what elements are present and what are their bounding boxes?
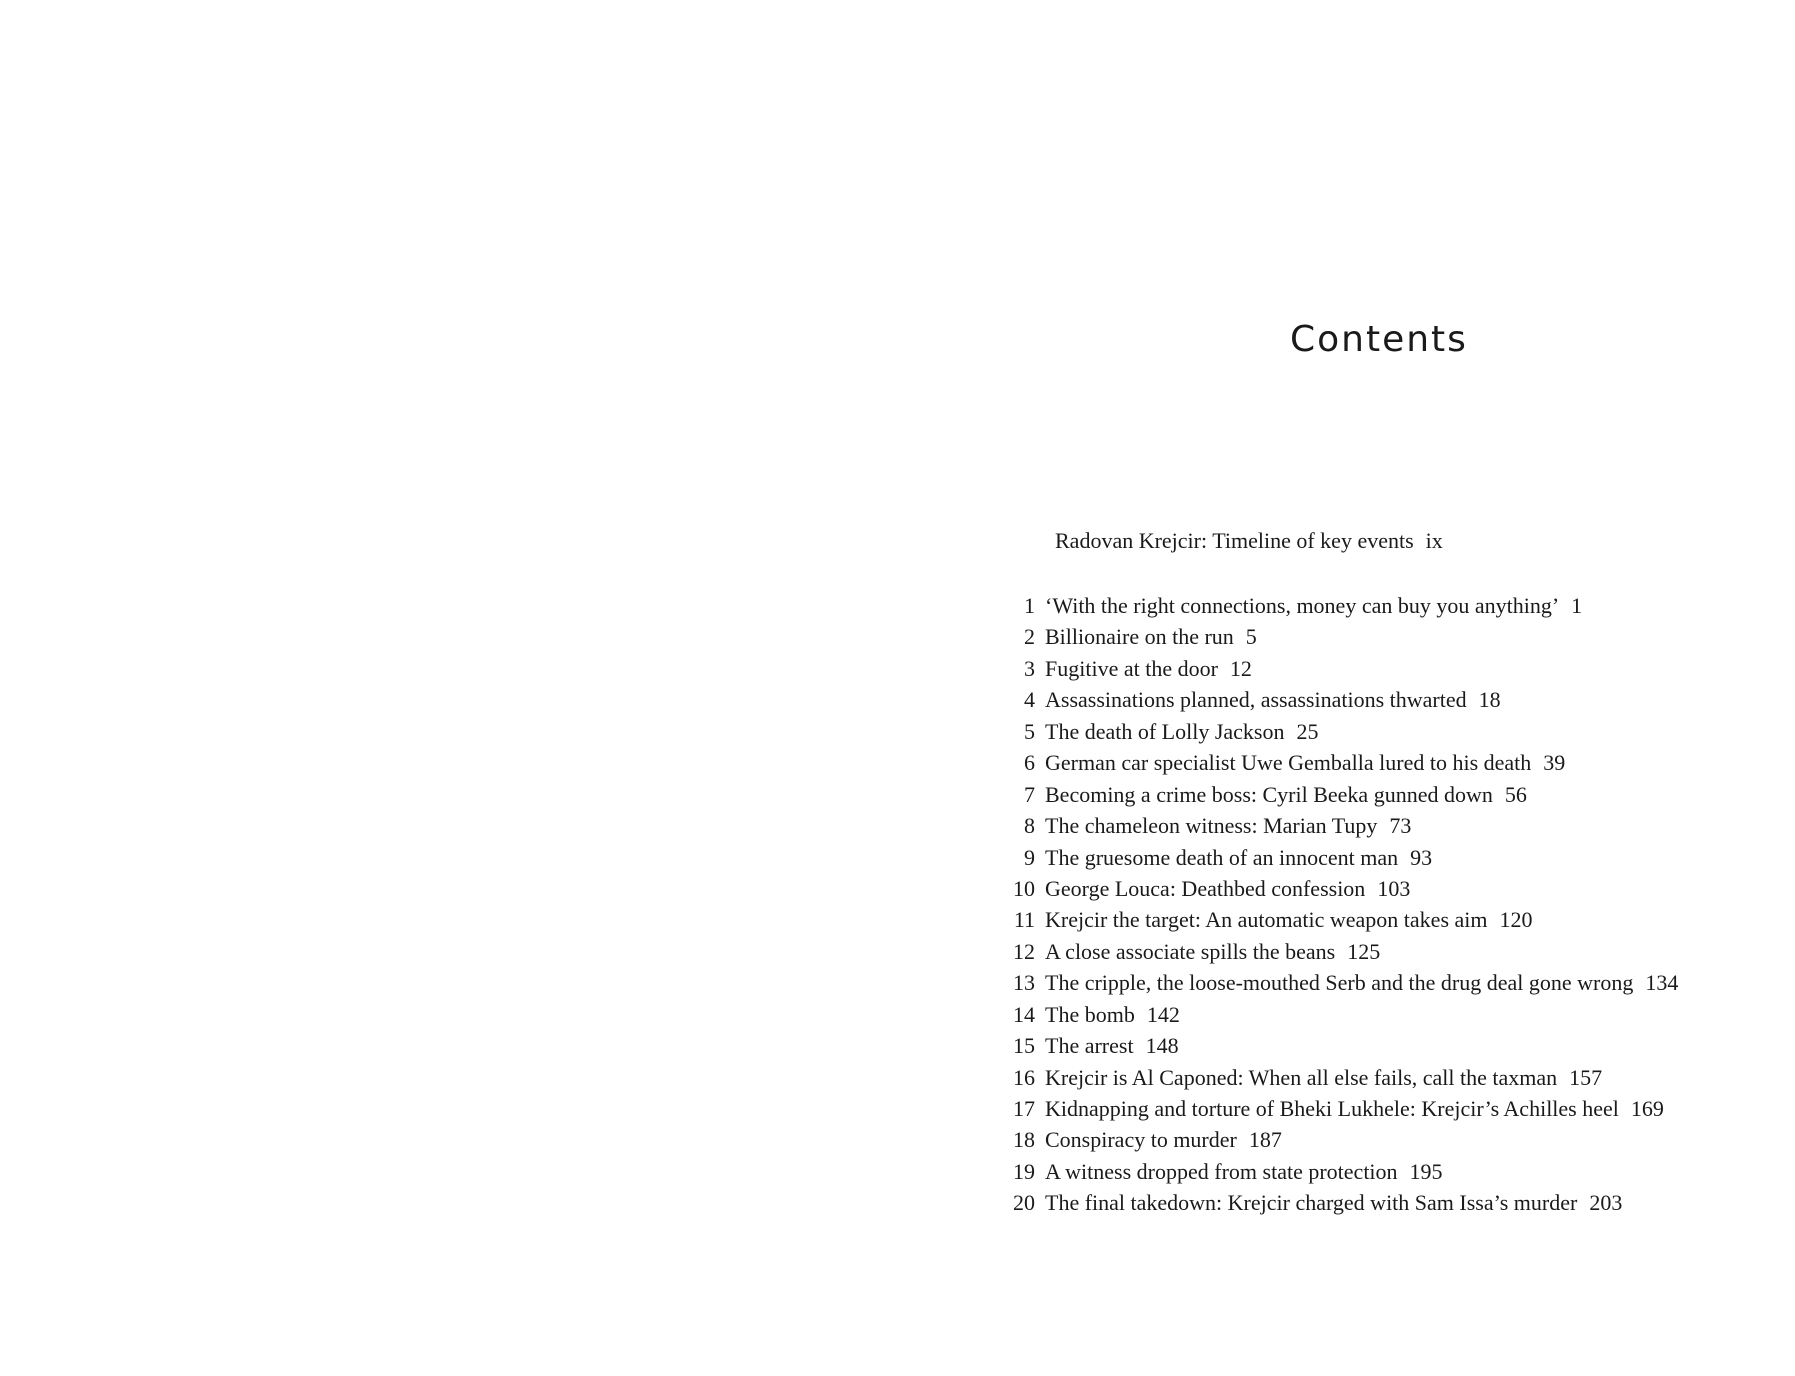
chapter-title: The cripple, the loose-mouthed Serb and the drug deal gone wrong [1045,970,1634,996]
chapter-number: 14 [1013,1001,1035,1027]
chapter-number: 18 [1013,1127,1035,1153]
chapter-entry-2[interactable] [1010,624,1678,655]
chapter-page: 195 [1409,1158,1443,1184]
chapter-number: 16 [1013,1064,1035,1090]
chapter-number: 1 [1024,593,1035,618]
chapter-page: 148 [1145,1033,1179,1059]
chapter-title: A close associate spills the beans [1045,938,1336,964]
chapter-number: 5 [1024,718,1035,744]
chapter-entry-14[interactable] [1010,1002,1678,1033]
chapter-page: 125 [1347,938,1381,964]
chapter-entry-11[interactable] [1010,907,1678,938]
chapter-entry-7[interactable] [1010,782,1678,813]
chapter-number: 6 [1024,750,1035,776]
chapter-number: 2 [1024,624,1035,650]
chapter-entry-19[interactable] [1010,1159,1678,1190]
chapter-number: 19 [1013,1158,1035,1184]
page-title: Contents [1290,319,1468,360]
chapter-page: 56 [1504,781,1527,807]
chapter-title: The chameleon witness: Marian Tupy [1045,813,1378,839]
chapter-number: 11 [1013,907,1035,933]
chapter-title: Krejcir is Al Caponed: When all else fails, call the taxman [1045,1064,1558,1090]
chapter-list [1010,593,1678,1222]
chapter-entry-4[interactable] [1010,687,1678,718]
chapter-page: 1 [1571,593,1583,618]
chapter-title: German car specialist Uwe Gemballa lured to his death [1045,750,1532,776]
chapter-title: The death of Lolly Jackson [1045,718,1285,744]
chapter-page: 18 [1478,687,1501,713]
chapter-number: 10 [1013,875,1035,901]
chapter-title: Fugitive at the door [1045,655,1218,681]
chapter-entry-3[interactable] [1010,656,1678,687]
chapter-entry-16[interactable] [1010,1065,1678,1096]
intro-entry-page: ix [1425,528,1443,553]
chapter-title: A witness dropped from state protection [1045,1158,1398,1184]
chapter-page: 39 [1543,750,1566,776]
chapter-entry-15[interactable] [1010,1033,1678,1064]
chapter-entry-10[interactable] [1010,876,1678,907]
chapter-number: 9 [1024,844,1035,870]
chapter-title: Becoming a crime boss: Cyril Beeka gunned down [1045,781,1493,807]
chapter-page: 142 [1146,1001,1180,1027]
chapter-title: The gruesome death of an innocent man [1045,844,1399,870]
chapter-title: Kidnapping and torture of Bheki Lukhele: Krejcir’s Achilles heel [1045,1096,1619,1121]
chapter-title: The final takedown: Krejcir charged with Sam Issa’s murder [1045,1190,1578,1216]
chapter-page: 73 [1389,813,1412,839]
chapter-entry-12[interactable] [1010,939,1678,970]
chapter-page: 134 [1645,970,1679,996]
chapter-entry-9[interactable] [1010,845,1678,876]
chapter-title: Conspiracy to murder [1045,1127,1237,1153]
chapter-number: 8 [1024,813,1035,839]
chapter-entry-17[interactable] [1010,1096,1678,1127]
chapter-entry-5[interactable] [1010,719,1678,750]
intro-entry[interactable] [1055,530,1443,552]
chapter-number: 4 [1024,687,1035,713]
chapter-page: 169 [1630,1096,1664,1121]
chapter-title: George Louca: Deathbed confession [1045,875,1366,901]
chapter-page: 5 [1245,624,1257,650]
chapter-page: 25 [1296,718,1319,744]
chapter-number: 20 [1013,1190,1035,1216]
chapter-title: ‘With the right connections, money can buy you anything’ [1045,593,1560,618]
intro-entry-title: Radovan Krejcir: Timeline of key events [1055,528,1414,553]
chapter-title: Assassinations planned, assassinations thwarted [1045,687,1467,713]
chapter-number: 3 [1024,655,1035,681]
chapter-number: 15 [1013,1033,1035,1059]
chapter-entry-18[interactable] [1010,1127,1678,1158]
chapter-number: 17 [1013,1096,1035,1121]
chapter-page: 120 [1499,907,1533,933]
chapter-entry-13[interactable] [1010,970,1678,1001]
chapter-page: 187 [1248,1127,1282,1153]
chapter-title: The arrest [1045,1033,1134,1059]
chapter-entry-6[interactable] [1010,750,1678,781]
chapter-title: Billionaire on the run [1045,624,1234,650]
chapter-page: 93 [1410,844,1433,870]
chapter-entry-1[interactable] [1010,593,1678,624]
left-blank-page [0,0,897,1376]
chapter-page: 12 [1229,655,1252,681]
chapter-page: 103 [1377,875,1411,901]
chapter-title: The bomb [1045,1001,1135,1027]
chapter-number: 13 [1013,970,1035,996]
chapter-entry-20[interactable] [1010,1190,1678,1221]
chapter-page: 203 [1589,1190,1623,1216]
chapter-number: 12 [1013,938,1035,964]
chapter-number: 7 [1024,781,1035,807]
chapter-page: 157 [1569,1064,1603,1090]
chapter-title: Krejcir the target: An automatic weapon takes aim [1045,907,1488,933]
chapter-entry-8[interactable] [1010,813,1678,844]
